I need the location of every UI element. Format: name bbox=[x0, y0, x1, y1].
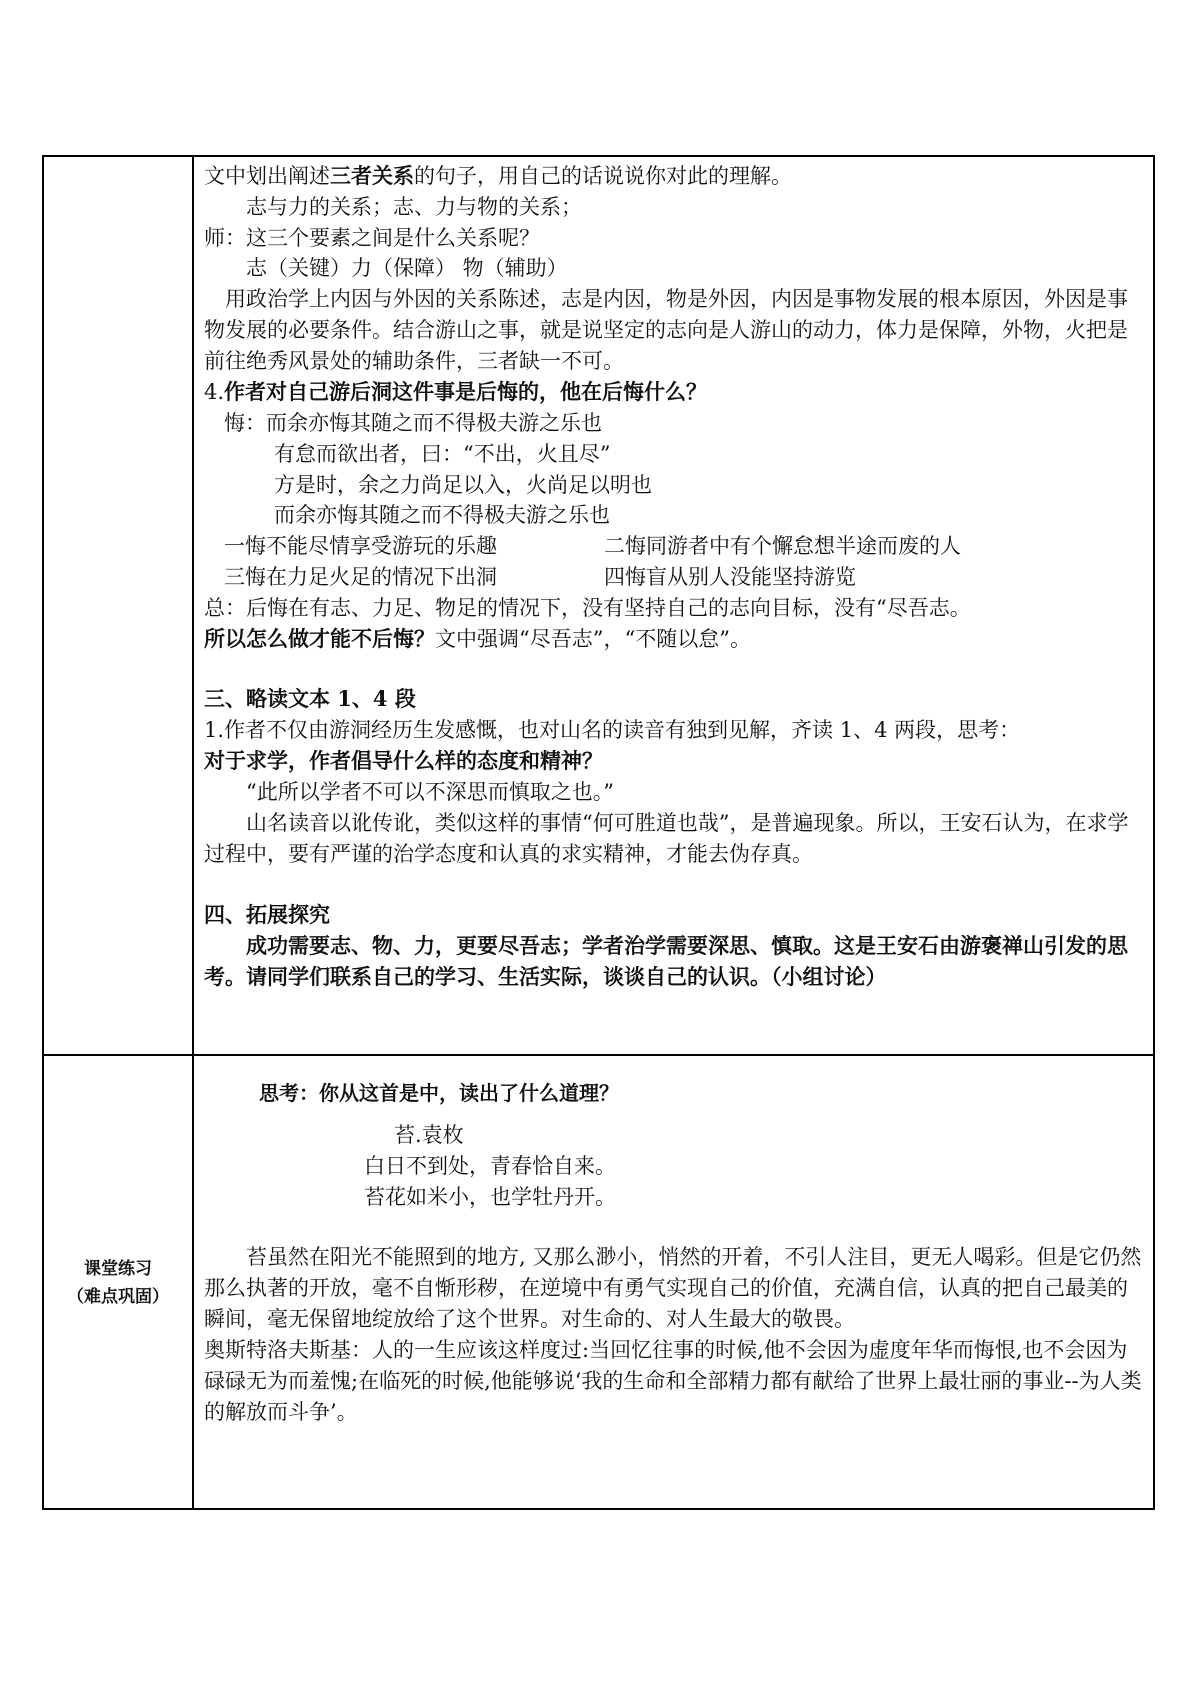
section3-question-bold: 对于求学，作者倡导什么样的态度和精神？ bbox=[204, 747, 603, 773]
regret-item: 三悔在力足火足的情况下出洞 bbox=[224, 564, 497, 589]
section3-quote: “此所以学者不可以不深思而慎取之也。” bbox=[246, 779, 614, 804]
intro-line bbox=[204, 192, 1144, 223]
regret-label: 悔：而余亦悔其随之而不得极夫游之乐也 bbox=[224, 410, 602, 435]
intro-segment: 志与力的关系；志、力与物的关系； bbox=[246, 194, 582, 219]
regret-item: 二悔同游者中有个懈怠想半途而废的人 bbox=[604, 534, 961, 559]
question-4 bbox=[204, 377, 1144, 408]
intro-line bbox=[204, 161, 1144, 192]
regret-row bbox=[204, 531, 1144, 562]
intro-segment: 志（关键）力（保障） 物（辅助） bbox=[246, 256, 568, 281]
intro-segment: 的句子，用自己的话说说你对此的理解。 bbox=[414, 164, 792, 188]
label-practice: 课堂练习 bbox=[84, 1259, 152, 1279]
label-difficulty: （难点巩固） bbox=[67, 1287, 169, 1307]
regret-list bbox=[204, 531, 1144, 593]
analysis-paragraph: 用政治学上内因与外因的关系陈述，志是内因，物是外因，内因是事物发展的根本原因，外因是事物发展的必要条件。结合游山之事，就是说坚定的志向是人游山的动力，体力是保障，外物，火把是前往绝秀风景处的辅助条件，三者缺一不可。 bbox=[204, 287, 1128, 374]
ostrovsky-paragraph: 奥斯特洛夫斯基：人的一生应该这样度过:当回忆往事的时候,他不会因为虚度年华而悔恨,也不会因为碌碌无为而羞愧;在临死的时候,他能够说‘我的生命和全部精力都有献给了世界上最壮丽的事业--为人类的解放而斗争’。 bbox=[204, 1338, 1142, 1425]
regret-quote: 方是时，余之力尚足以入，火尚足以明也 bbox=[274, 472, 652, 497]
poem-line: 白日不到处，青春恰自来。 bbox=[364, 1153, 616, 1178]
column-divider bbox=[192, 157, 194, 1508]
section3-question: 1.作者不仅由游洞经历生发感慨，也对山名的读音有独到见解，齐读 1、4 两段，思考： bbox=[204, 718, 1021, 743]
row2-label bbox=[44, 1056, 192, 1510]
question-4-number: 4. bbox=[204, 380, 225, 405]
poem-line: 苔花如米小，也学牡丹开。 bbox=[364, 1184, 616, 1209]
poem-title: 苔.袁枚 bbox=[394, 1123, 464, 1147]
question-4-text: 作者对自己游后洞这件事是后悔的，他在后悔什么？ bbox=[224, 379, 708, 405]
intro-segment: 文中划出阐述 bbox=[204, 164, 330, 188]
intro-lines bbox=[204, 161, 1144, 284]
intro-segment: 三者关系 bbox=[330, 163, 414, 188]
how-line bbox=[204, 624, 1144, 655]
section4-paragraph: 成功需要志、物、力，更要尽吾志；学者治学需要深思、慎取。这是王安石由游褒禅山引发的思考。请同学们联系自己的学习、生活实际，谈谈自己的认识。（小组讨论） bbox=[204, 933, 1128, 990]
regret-quote: 而余亦悔其随之而不得极夫游之乐也 bbox=[274, 503, 610, 528]
think-question: 思考：你从这首是中，读出了什么道理？ bbox=[259, 1081, 619, 1105]
how-answer: 文中强调“尽吾志”，“不随以怠”。 bbox=[435, 626, 751, 651]
regret-quotes bbox=[204, 439, 1144, 531]
section4-title: 四、拓展探究 bbox=[204, 901, 330, 927]
intro-line bbox=[204, 223, 1144, 254]
regret-quote: 有怠而欲出者，曰：“不出，火且尽” bbox=[274, 441, 611, 466]
section3-paragraph: 山名读音以讹传讹，类似这样的事情“何可胜道也哉”，是普遍现象。所以，王安石认为，在求学过程中，要有严谨的治学态度和认真的求实精神，才能去伪存真。 bbox=[204, 810, 1129, 866]
section3-title: 三、略读文本 1、4 段 bbox=[204, 686, 416, 712]
moss-paragraph: 苔虽然在阳光不能照到的地方, 又那么渺小，悄然的开着，不引人注目，更无人喝彩。但是它仍然那么执著的开放，毫不自惭形秽，在逆境中有勇气实现自己的价值，充满自信，认真的把自己最美的瞬间，毫无保留地绽放给了这个世界。对生命的、对人生最大的敬畏。 bbox=[204, 1245, 1142, 1332]
lesson-table bbox=[42, 155, 1155, 1510]
poem-lines bbox=[204, 1151, 1144, 1213]
regret-row bbox=[204, 562, 1144, 593]
row2-content bbox=[204, 1056, 1144, 1428]
how-question: 所以怎么做才能不后悔？ bbox=[204, 625, 435, 651]
regret-item: 一悔不能尽情享受游玩的乐趣 bbox=[224, 534, 497, 559]
intro-segment: 师：这三个要素之间是什么关系呢？ bbox=[204, 225, 540, 250]
regret-item: 四悔盲从别人没能坚持游览 bbox=[604, 564, 856, 589]
row1-content bbox=[204, 161, 1144, 992]
summary-line: 总：后悔在有志、力足、物足的情况下，没有坚持自己的志向目标，没有“尽吾志。 bbox=[204, 595, 971, 620]
intro-line bbox=[204, 253, 1144, 284]
